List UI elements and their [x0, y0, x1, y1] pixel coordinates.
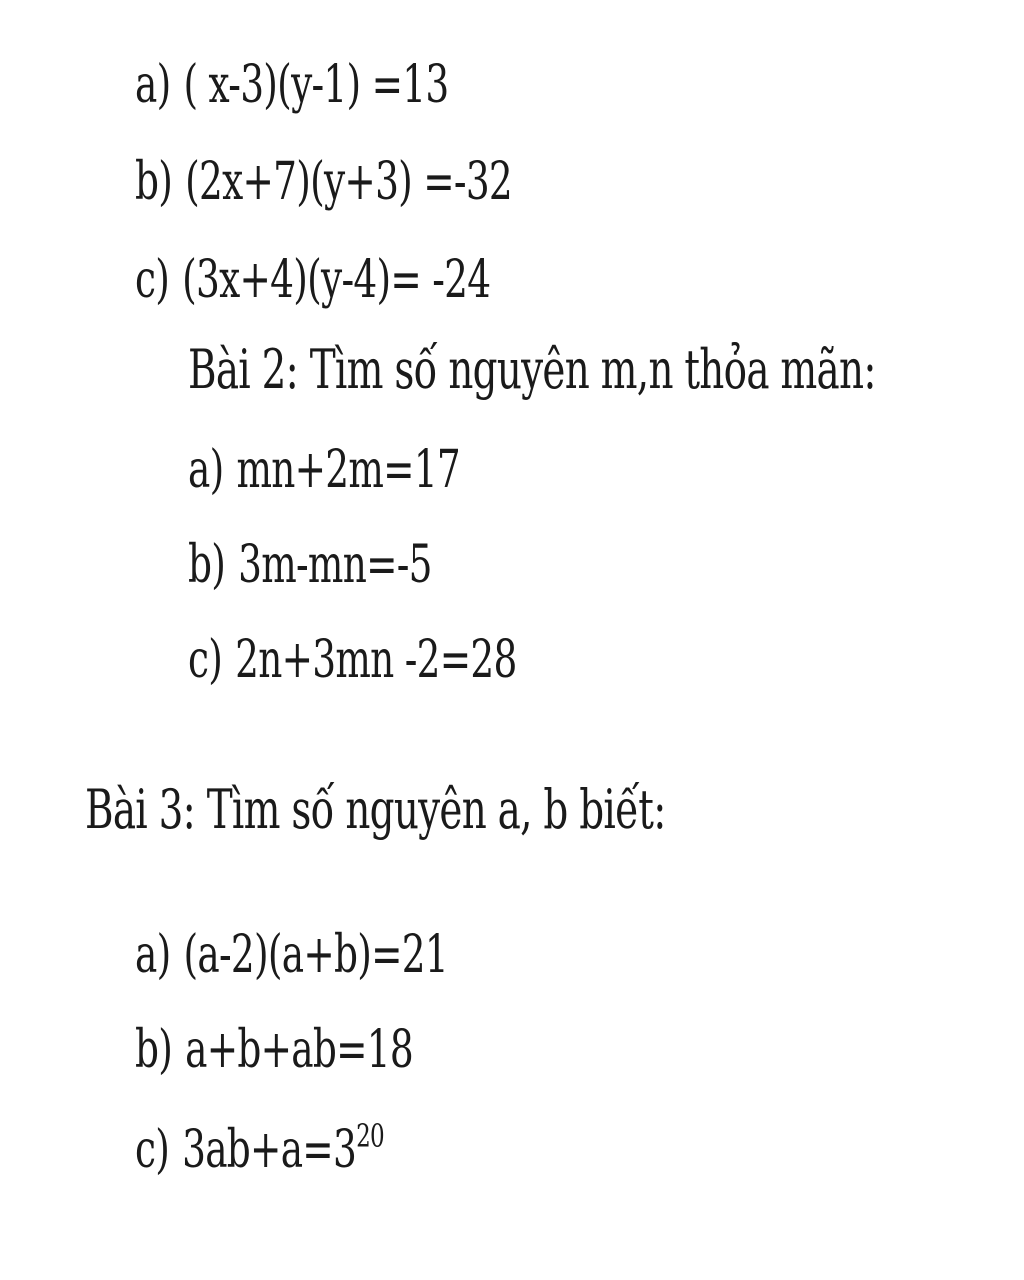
- exercise-1b: [135, 152, 512, 212]
- item-label: b): [188, 535, 226, 595]
- exercise-1a: [135, 55, 448, 115]
- item-label: b): [135, 1020, 173, 1080]
- equation: (2x+7)(y+3) =-32: [185, 152, 513, 212]
- exercise-3c: [135, 1117, 384, 1180]
- exercise-1c: [135, 250, 490, 310]
- item-label: b): [135, 152, 173, 212]
- exercise-3b: [135, 1020, 413, 1080]
- exercise-2b: [188, 535, 432, 595]
- exponent: 20: [356, 1117, 384, 1155]
- equation: 2n+3mn -2=28: [235, 630, 517, 690]
- item-label: a): [135, 925, 171, 985]
- exercise-2c: [188, 630, 517, 690]
- equation: 3ab+a=3: [182, 1120, 357, 1180]
- equation: 3m-mn=-5: [238, 535, 432, 595]
- equation: ( x-3)(y-1) =13: [183, 55, 449, 115]
- section-3-heading: Bài 3: Tìm số nguyên a, b biết:: [85, 778, 666, 841]
- item-label: a): [188, 440, 224, 500]
- equation: (a-2)(a+b)=21: [183, 925, 448, 985]
- item-label: c): [135, 250, 170, 310]
- equation: a+b+ab=18: [185, 1020, 413, 1080]
- exercise-3a: [135, 925, 448, 985]
- section-2-heading: Bài 2: Tìm số nguyên m,n thỏa mãn:: [188, 338, 876, 401]
- item-label: c): [135, 1120, 170, 1180]
- exercise-2a: [188, 440, 460, 500]
- equation: mn+2m=17: [236, 440, 461, 500]
- item-label: c): [188, 630, 223, 690]
- equation: (3x+4)(y-4)= -24: [182, 250, 491, 310]
- item-label: a): [135, 55, 171, 115]
